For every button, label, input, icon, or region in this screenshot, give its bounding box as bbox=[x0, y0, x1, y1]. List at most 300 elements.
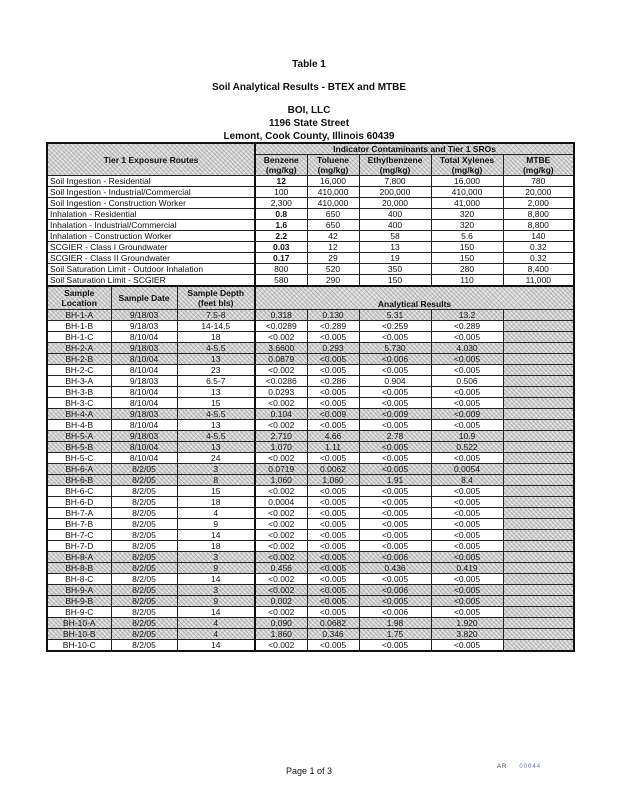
sample-toluene: <0.005 bbox=[307, 596, 359, 607]
sample-toluene: <0.005 bbox=[307, 519, 359, 530]
sample-ethylbenzene: <0.006 bbox=[359, 607, 431, 618]
sample-depth: 9 bbox=[177, 519, 255, 530]
sample-row bbox=[47, 541, 574, 552]
sample-row bbox=[47, 464, 574, 475]
sample-row bbox=[47, 376, 574, 387]
contaminant-unit: (mg/kg) bbox=[522, 165, 554, 175]
sample-mtbe-blank bbox=[503, 475, 574, 486]
sample-mtbe-blank bbox=[503, 420, 574, 431]
sample-toluene: <0.005 bbox=[307, 398, 359, 409]
sro-value: 8,800 bbox=[503, 220, 574, 231]
sample-location: BH-7-A bbox=[47, 508, 111, 519]
sample-toluene: <0.005 bbox=[307, 574, 359, 585]
sample-toluene: <0.005 bbox=[307, 530, 359, 541]
sample-ethylbenzene: <0.005 bbox=[359, 640, 431, 652]
sample-header-row bbox=[47, 286, 574, 310]
contaminant-name: Total Xylenes bbox=[439, 155, 495, 165]
sample-date: 9/18/03 bbox=[111, 431, 177, 442]
sro-value: 150 bbox=[431, 242, 503, 253]
sample-row bbox=[47, 398, 574, 409]
sample-row bbox=[47, 431, 574, 442]
sample-xylenes: 13.2 bbox=[431, 310, 503, 321]
sample-location: BH-10-B bbox=[47, 629, 111, 640]
sample-location: BH-7-D bbox=[47, 541, 111, 552]
sample-benzene: 1.060 bbox=[255, 475, 307, 486]
sample-depth: 6.5-7 bbox=[177, 376, 255, 387]
sample-depth: 14 bbox=[177, 607, 255, 618]
sample-mtbe-blank bbox=[503, 398, 574, 409]
sample-depth: 4-5.5 bbox=[177, 409, 255, 420]
sample-toluene: <0.005 bbox=[307, 585, 359, 596]
sample-benzene: <0.002 bbox=[255, 398, 307, 409]
sample-date: 8/2/05 bbox=[111, 475, 177, 486]
sample-row bbox=[47, 563, 574, 574]
sro-value: 580 bbox=[255, 275, 307, 287]
sro-value: 350 bbox=[359, 264, 431, 275]
sample-mtbe-blank bbox=[503, 618, 574, 629]
sro-value: 0.03 bbox=[255, 242, 307, 253]
sample-xylenes: <0.005 bbox=[431, 486, 503, 497]
sample-toluene: <0.005 bbox=[307, 607, 359, 618]
sro-value: 650 bbox=[307, 220, 359, 231]
sample-mtbe-blank bbox=[503, 365, 574, 376]
sample-row bbox=[47, 486, 574, 497]
route-row bbox=[47, 209, 574, 220]
sample-depth: 4-5.5 bbox=[177, 431, 255, 442]
sample-benzene: <0.002 bbox=[255, 530, 307, 541]
sample-toluene: <0.005 bbox=[307, 552, 359, 563]
sample-row bbox=[47, 508, 574, 519]
sro-value: 320 bbox=[431, 220, 503, 231]
sample-depth: 14 bbox=[177, 640, 255, 652]
sro-value: 290 bbox=[307, 275, 359, 287]
sro-value: 5.6 bbox=[431, 231, 503, 242]
sample-date: 9/18/03 bbox=[111, 343, 177, 354]
document-header bbox=[0, 58, 618, 143]
sample-depth: 18 bbox=[177, 332, 255, 343]
sample-ethylbenzene: 5.730 bbox=[359, 343, 431, 354]
sample-location: BH-8-C bbox=[47, 574, 111, 585]
sample-location: BH-5-B bbox=[47, 442, 111, 453]
sample-date: 8/2/05 bbox=[111, 486, 177, 497]
sample-date: 9/18/03 bbox=[111, 321, 177, 332]
sro-value: 140 bbox=[503, 231, 574, 242]
sample-date: 8/2/05 bbox=[111, 541, 177, 552]
contaminant-name: Ethylbenzene bbox=[367, 155, 423, 165]
contaminant-header bbox=[307, 155, 359, 176]
sample-toluene: 0.130 bbox=[307, 310, 359, 321]
sample-mtbe-blank bbox=[503, 354, 574, 365]
sample-xylenes: 8.4 bbox=[431, 475, 503, 486]
sample-row bbox=[47, 387, 574, 398]
sample-row bbox=[47, 552, 574, 563]
sample-xylenes: 10.9 bbox=[431, 431, 503, 442]
sample-depth: 13 bbox=[177, 354, 255, 365]
sample-row bbox=[47, 519, 574, 530]
sample-benzene: <0.0289 bbox=[255, 321, 307, 332]
route-row bbox=[47, 264, 574, 275]
sample-row bbox=[47, 574, 574, 585]
sample-location: BH-2-B bbox=[47, 354, 111, 365]
sample-depth: 14 bbox=[177, 530, 255, 541]
sample-toluene: 4.66 bbox=[307, 431, 359, 442]
sro-value: 200,000 bbox=[359, 187, 431, 198]
sample-benzene: 0.0293 bbox=[255, 387, 307, 398]
route-name: Soil Saturation Limit - SCGIER bbox=[47, 275, 255, 287]
sample-ethylbenzene: <0.009 bbox=[359, 409, 431, 420]
sample-benzene: <0.002 bbox=[255, 519, 307, 530]
analytical-results-header: Analytical Results bbox=[255, 286, 574, 310]
company-name: BOI, LLC bbox=[287, 105, 331, 116]
sample-ethylbenzene: <0.005 bbox=[359, 398, 431, 409]
sample-benzene: <0.002 bbox=[255, 486, 307, 497]
sample-xylenes: <0.005 bbox=[431, 607, 503, 618]
sro-value: 400 bbox=[359, 220, 431, 231]
document-title: Soil Analytical Results - BTEX and MTBE bbox=[211, 82, 407, 93]
sample-date: 8/10/04 bbox=[111, 332, 177, 343]
sample-benzene: 0.104 bbox=[255, 409, 307, 420]
sample-date: 8/10/04 bbox=[111, 387, 177, 398]
sample-location: BH-8-B bbox=[47, 563, 111, 574]
sample-location: BH-10-C bbox=[47, 640, 111, 652]
sample-toluene: <0.005 bbox=[307, 486, 359, 497]
sample-date: 8/2/05 bbox=[111, 629, 177, 640]
sample-row bbox=[47, 321, 574, 332]
sample-depth: 18 bbox=[177, 497, 255, 508]
sample-mtbe-blank bbox=[503, 376, 574, 387]
page-footer: Page 1 of 3 bbox=[285, 766, 333, 776]
sample-depth: 4-5.5 bbox=[177, 343, 255, 354]
route-row bbox=[47, 220, 574, 231]
sro-value: 2,300 bbox=[255, 198, 307, 209]
sro-value: 0.32 bbox=[503, 253, 574, 264]
contaminant-header bbox=[255, 155, 307, 176]
sample-benzene: 0.0004 bbox=[255, 497, 307, 508]
sample-date: 8/10/04 bbox=[111, 442, 177, 453]
sample-toluene: <0.005 bbox=[307, 453, 359, 464]
sample-mtbe-blank bbox=[503, 640, 574, 652]
sample-mtbe-blank bbox=[503, 332, 574, 343]
sample-date: 8/2/05 bbox=[111, 519, 177, 530]
bates-stamp bbox=[497, 764, 541, 770]
contaminant-name: Benzene bbox=[263, 155, 299, 165]
sample-location: BH-1-A bbox=[47, 310, 111, 321]
sample-location: BH-3-A bbox=[47, 376, 111, 387]
sample-date: 8/2/05 bbox=[111, 497, 177, 508]
sample-date: 8/2/05 bbox=[111, 596, 177, 607]
sample-ethylbenzene: 1.91 bbox=[359, 475, 431, 486]
sample-depth: 9 bbox=[177, 596, 255, 607]
sample-depth: 4 bbox=[177, 618, 255, 629]
sro-value: 0.17 bbox=[255, 253, 307, 264]
sample-row bbox=[47, 607, 574, 618]
sample-toluene: 0.0062 bbox=[307, 464, 359, 475]
sample-row bbox=[47, 453, 574, 464]
sample-ethylbenzene: <0.006 bbox=[359, 585, 431, 596]
sample-xylenes: 0.419 bbox=[431, 563, 503, 574]
sro-value: 410,000 bbox=[307, 187, 359, 198]
sample-benzene: 0.002 bbox=[255, 596, 307, 607]
sample-benzene: <0.002 bbox=[255, 365, 307, 376]
contaminant-unit: (mg/kg) bbox=[379, 165, 411, 175]
table-body bbox=[47, 143, 574, 651]
sample-depth: 23 bbox=[177, 365, 255, 376]
sample-benzene: <0.0286 bbox=[255, 376, 307, 387]
sample-ethylbenzene: <0.005 bbox=[359, 453, 431, 464]
contaminant-name: MTBE bbox=[526, 155, 551, 165]
sro-value: 1.6 bbox=[255, 220, 307, 231]
sample-depth: 8 bbox=[177, 475, 255, 486]
sample-xylenes: <0.289 bbox=[431, 321, 503, 332]
sample-ethylbenzene: <0.005 bbox=[359, 530, 431, 541]
sample-location: BH-2-A bbox=[47, 343, 111, 354]
sample-date: 8/10/04 bbox=[111, 398, 177, 409]
sample-ethylbenzene: <0.005 bbox=[359, 486, 431, 497]
sample-location: BH-1-B bbox=[47, 321, 111, 332]
sample-benzene: <0.002 bbox=[255, 607, 307, 618]
route-row bbox=[47, 253, 574, 264]
sro-value: 29 bbox=[307, 253, 359, 264]
sample-date: 8/2/05 bbox=[111, 508, 177, 519]
sample-toluene: 1.060 bbox=[307, 475, 359, 486]
sample-ethylbenzene: 0.904 bbox=[359, 376, 431, 387]
sample-depth: 4 bbox=[177, 629, 255, 640]
sample-depth: 18 bbox=[177, 541, 255, 552]
sample-row bbox=[47, 343, 574, 354]
sro-value: 12 bbox=[307, 242, 359, 253]
sample-xylenes: <0.005 bbox=[431, 354, 503, 365]
sample-date: 9/18/03 bbox=[111, 376, 177, 387]
sample-location: BH-10-A bbox=[47, 618, 111, 629]
sample-date: 8/2/05 bbox=[111, 552, 177, 563]
route-name: Soil Ingestion - Residential bbox=[47, 176, 255, 187]
sample-toluene: <0.005 bbox=[307, 563, 359, 574]
route-name: SCGIER - Class I Groundwater bbox=[47, 242, 255, 253]
sample-depth: 9 bbox=[177, 563, 255, 574]
sample-depth: 4 bbox=[177, 508, 255, 519]
sample-benzene: <0.002 bbox=[255, 574, 307, 585]
sample-ethylbenzene: <0.005 bbox=[359, 420, 431, 431]
sample-location: BH-4-A bbox=[47, 409, 111, 420]
sample-date: 8/2/05 bbox=[111, 574, 177, 585]
contaminant-unit: (mg/kg) bbox=[265, 165, 297, 175]
sample-mtbe-blank bbox=[503, 530, 574, 541]
sample-xylenes: <0.005 bbox=[431, 596, 503, 607]
sample-date: 8/2/05 bbox=[111, 618, 177, 629]
soil-results-table bbox=[46, 142, 575, 652]
sample-ethylbenzene: <0.005 bbox=[359, 387, 431, 398]
sro-value: 7,800 bbox=[359, 176, 431, 187]
sample-row bbox=[47, 475, 574, 486]
contaminant-name: Toluene bbox=[317, 155, 349, 165]
sample-xylenes: <0.005 bbox=[431, 585, 503, 596]
sro-value: 110 bbox=[431, 275, 503, 287]
sample-ethylbenzene: <0.006 bbox=[359, 552, 431, 563]
sample-depth: 24 bbox=[177, 453, 255, 464]
sro-value: 780 bbox=[503, 176, 574, 187]
sro-value: 150 bbox=[359, 275, 431, 287]
route-row bbox=[47, 176, 574, 187]
sample-date: 8/2/05 bbox=[111, 563, 177, 574]
sample-xylenes: 0.0054 bbox=[431, 464, 503, 475]
sample-toluene: <0.005 bbox=[307, 497, 359, 508]
sample-toluene: 0.346 bbox=[307, 629, 359, 640]
sample-ethylbenzene: <0.005 bbox=[359, 596, 431, 607]
sample-date: 8/10/04 bbox=[111, 420, 177, 431]
sample-date-header: Sample Date bbox=[111, 286, 177, 310]
sample-xylenes: <0.005 bbox=[431, 398, 503, 409]
sample-ethylbenzene: <0.005 bbox=[359, 332, 431, 343]
sample-date: 8/2/05 bbox=[111, 464, 177, 475]
sample-depth-header: Sample Depth (feet bls) bbox=[177, 286, 255, 310]
sro-value: 2,000 bbox=[503, 198, 574, 209]
route-name: Soil Saturation Limit - Outdoor Inhalation bbox=[47, 264, 255, 275]
sample-benzene: <0.002 bbox=[255, 585, 307, 596]
route-row bbox=[47, 242, 574, 253]
sample-ethylbenzene: 5.31 bbox=[359, 310, 431, 321]
sample-ethylbenzene: <0.005 bbox=[359, 508, 431, 519]
sample-location: BH-9-A bbox=[47, 585, 111, 596]
route-row bbox=[47, 231, 574, 242]
sro-value: 410,000 bbox=[431, 187, 503, 198]
sample-xylenes: <0.005 bbox=[431, 497, 503, 508]
sample-benzene: 0.0719 bbox=[255, 464, 307, 475]
sample-benzene: <0.002 bbox=[255, 332, 307, 343]
sample-date: 9/18/03 bbox=[111, 310, 177, 321]
street-address: 1196 State Street bbox=[268, 118, 350, 129]
sample-location: BH-6-D bbox=[47, 497, 111, 508]
sample-benzene: <0.002 bbox=[255, 508, 307, 519]
sro-value: 0.32 bbox=[503, 242, 574, 253]
sample-date: 8/2/05 bbox=[111, 607, 177, 618]
sample-xylenes: <0.005 bbox=[431, 453, 503, 464]
sample-location: BH-5-A bbox=[47, 431, 111, 442]
sample-ethylbenzene: <0.005 bbox=[359, 519, 431, 530]
sample-mtbe-blank bbox=[503, 541, 574, 552]
sample-row bbox=[47, 442, 574, 453]
sample-location: BH-6-B bbox=[47, 475, 111, 486]
sample-toluene: <0.005 bbox=[307, 541, 359, 552]
sample-toluene: <0.005 bbox=[307, 640, 359, 652]
sro-value: 8,800 bbox=[503, 209, 574, 220]
sro-value: 800 bbox=[255, 264, 307, 275]
sample-location: BH-6-A bbox=[47, 464, 111, 475]
sample-xylenes: <0.005 bbox=[431, 574, 503, 585]
sample-depth: 15 bbox=[177, 398, 255, 409]
sample-mtbe-blank bbox=[503, 321, 574, 332]
sample-row bbox=[47, 310, 574, 321]
sample-row bbox=[47, 409, 574, 420]
sample-row bbox=[47, 618, 574, 629]
sample-mtbe-blank bbox=[503, 343, 574, 354]
sample-depth: 7.5-8 bbox=[177, 310, 255, 321]
sample-mtbe-blank bbox=[503, 387, 574, 398]
sample-location: BH-5-C bbox=[47, 453, 111, 464]
sample-row bbox=[47, 585, 574, 596]
sample-row bbox=[47, 596, 574, 607]
sample-xylenes: 4.030 bbox=[431, 343, 503, 354]
sample-date: 8/10/04 bbox=[111, 453, 177, 464]
sample-mtbe-blank bbox=[503, 629, 574, 640]
sample-benzene: 1.860 bbox=[255, 629, 307, 640]
sample-ethylbenzene: 2.78 bbox=[359, 431, 431, 442]
sample-row bbox=[47, 629, 574, 640]
sample-mtbe-blank bbox=[503, 453, 574, 464]
sample-benzene: 0.456 bbox=[255, 563, 307, 574]
sro-value: 11,000 bbox=[503, 275, 574, 287]
sample-toluene: <0.009 bbox=[307, 409, 359, 420]
sample-toluene: 1.11 bbox=[307, 442, 359, 453]
sample-location: BH-8-A bbox=[47, 552, 111, 563]
route-row bbox=[47, 198, 574, 209]
sample-ethylbenzene: <0.006 bbox=[359, 354, 431, 365]
sro-value: 58 bbox=[359, 231, 431, 242]
sample-row bbox=[47, 365, 574, 376]
sample-location: BH-7-B bbox=[47, 519, 111, 530]
route-row bbox=[47, 275, 574, 287]
sample-depth: 15 bbox=[177, 486, 255, 497]
sro-value: 320 bbox=[431, 209, 503, 220]
sample-xylenes: <0.005 bbox=[431, 519, 503, 530]
sample-mtbe-blank bbox=[503, 563, 574, 574]
sample-xylenes: <0.005 bbox=[431, 508, 503, 519]
sample-benzene: 3.6600 bbox=[255, 343, 307, 354]
sro-value: 100 bbox=[255, 187, 307, 198]
sample-benzene: <0.002 bbox=[255, 640, 307, 652]
sample-ethylbenzene: 0.436 bbox=[359, 563, 431, 574]
sample-date: 8/2/05 bbox=[111, 530, 177, 541]
contaminant-header bbox=[359, 155, 431, 176]
sample-xylenes: <0.005 bbox=[431, 387, 503, 398]
sample-benzene: 0.0879 bbox=[255, 354, 307, 365]
sro-value: 19 bbox=[359, 253, 431, 264]
sample-xylenes: <0.005 bbox=[431, 541, 503, 552]
sample-ethylbenzene: <0.005 bbox=[359, 464, 431, 475]
sample-depth: 14 bbox=[177, 574, 255, 585]
sample-toluene: <0.005 bbox=[307, 387, 359, 398]
sample-xylenes: <0.009 bbox=[431, 409, 503, 420]
sample-mtbe-blank bbox=[503, 409, 574, 420]
sro-value: 150 bbox=[431, 253, 503, 264]
sample-depth: 13 bbox=[177, 420, 255, 431]
sample-depth: 13 bbox=[177, 387, 255, 398]
contaminants-group-header: Indicator Contaminants and Tier 1 SROs bbox=[255, 143, 574, 155]
sample-xylenes: <0.005 bbox=[431, 530, 503, 541]
sample-mtbe-blank bbox=[503, 464, 574, 475]
contaminant-header bbox=[503, 155, 574, 176]
sample-benzene: 0.318 bbox=[255, 310, 307, 321]
sample-benzene: <0.002 bbox=[255, 420, 307, 431]
contaminant-unit: (mg/kg) bbox=[317, 165, 349, 175]
sample-toluene: 0.0682 bbox=[307, 618, 359, 629]
sample-toluene: <0.005 bbox=[307, 420, 359, 431]
route-name: Inhalation - Residential bbox=[47, 209, 255, 220]
sro-value: 0.8 bbox=[255, 209, 307, 220]
sample-xylenes: <0.005 bbox=[431, 332, 503, 343]
sample-benzene: 2.710 bbox=[255, 431, 307, 442]
sro-value: 400 bbox=[359, 209, 431, 220]
sample-depth: 3 bbox=[177, 585, 255, 596]
sample-row bbox=[47, 332, 574, 343]
sample-ethylbenzene: <0.259 bbox=[359, 321, 431, 332]
sro-value: 2.2 bbox=[255, 231, 307, 242]
sample-xylenes: 0.522 bbox=[431, 442, 503, 453]
sample-xylenes: <0.005 bbox=[431, 365, 503, 376]
sample-toluene: <0.289 bbox=[307, 321, 359, 332]
sro-value: 280 bbox=[431, 264, 503, 275]
contaminant-header bbox=[431, 155, 503, 176]
sample-date: 8/2/05 bbox=[111, 585, 177, 596]
